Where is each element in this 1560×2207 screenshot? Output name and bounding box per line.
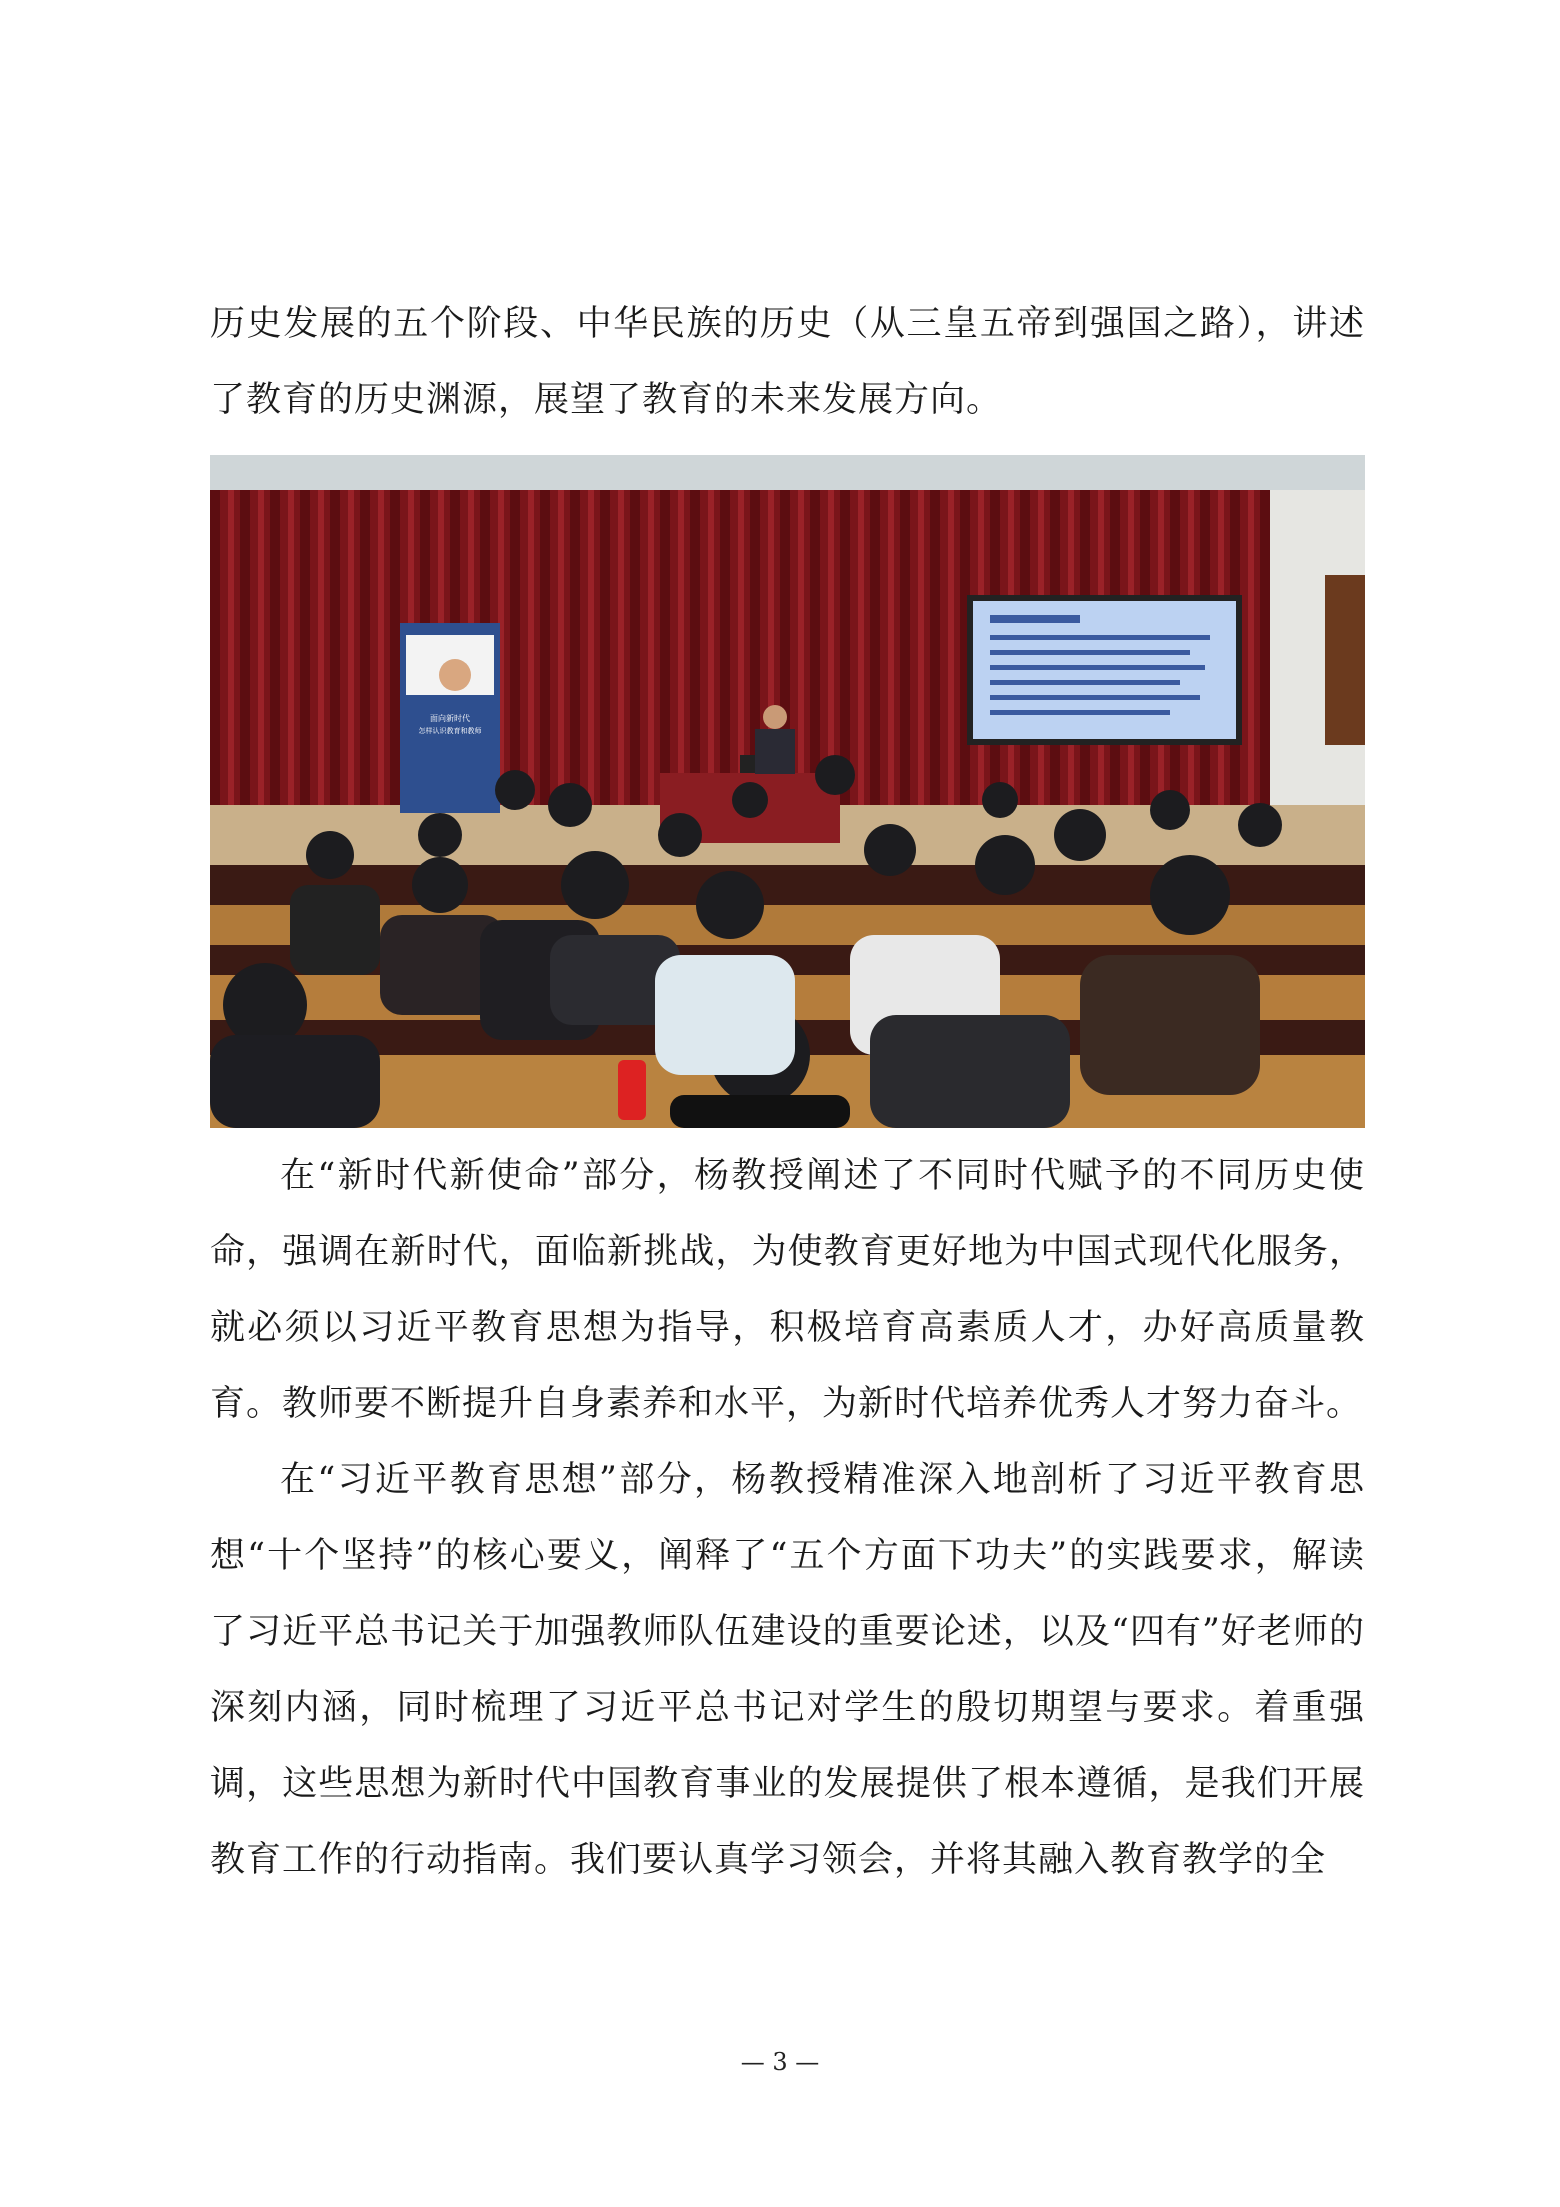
paragraph-3: 在“习近平教育思想”部分，杨教授精准深入地剖析了习近平教育思想“十个坚持”的核心要义，阐释了“五个方面下功夫”的实践要求，解读了习近平总书记关于加强教师队伍建设的重要论述，以及“四有”好老师的深刻内涵，同时梳理了习近平总书记对学生的殷切期望与要求。着重强调，这些思想为新时代中国教育事业的发展提供了根本遵循，是我们开展教育工作的行动指南。我们要认真学习领会，并将其融入教育教学的全 (210, 1460, 1365, 1880)
banner-line-2: 怎样认识教育和教师 (418, 727, 482, 735)
lecture-photo (210, 455, 1365, 1128)
ceiling (210, 455, 1365, 495)
paragraph-1: 历史发展的五个阶段、中华民族的历史（从三皇五帝到强国之路），讲述了教育的历史渊源，展望了教育的未来发展方向。 (210, 304, 1365, 420)
page-number: — 3 — (740, 2048, 820, 2076)
speaker (755, 729, 795, 774)
banner-line-1: 面向新时代 (430, 714, 470, 723)
paragraph-2: 在“新时代新使命”部分，杨教授阐述了不同时代赋予的不同历史使命，强调在新时代，面临新挑战，为使教育更好地为中国式现代化服务，就必须以习近平教育思想为指导，积极培育高素质人才，办好高质量教育。教师要不断提升自身素养和水平，为新时代培养优秀人才努力奋斗。 (210, 1156, 1365, 1424)
